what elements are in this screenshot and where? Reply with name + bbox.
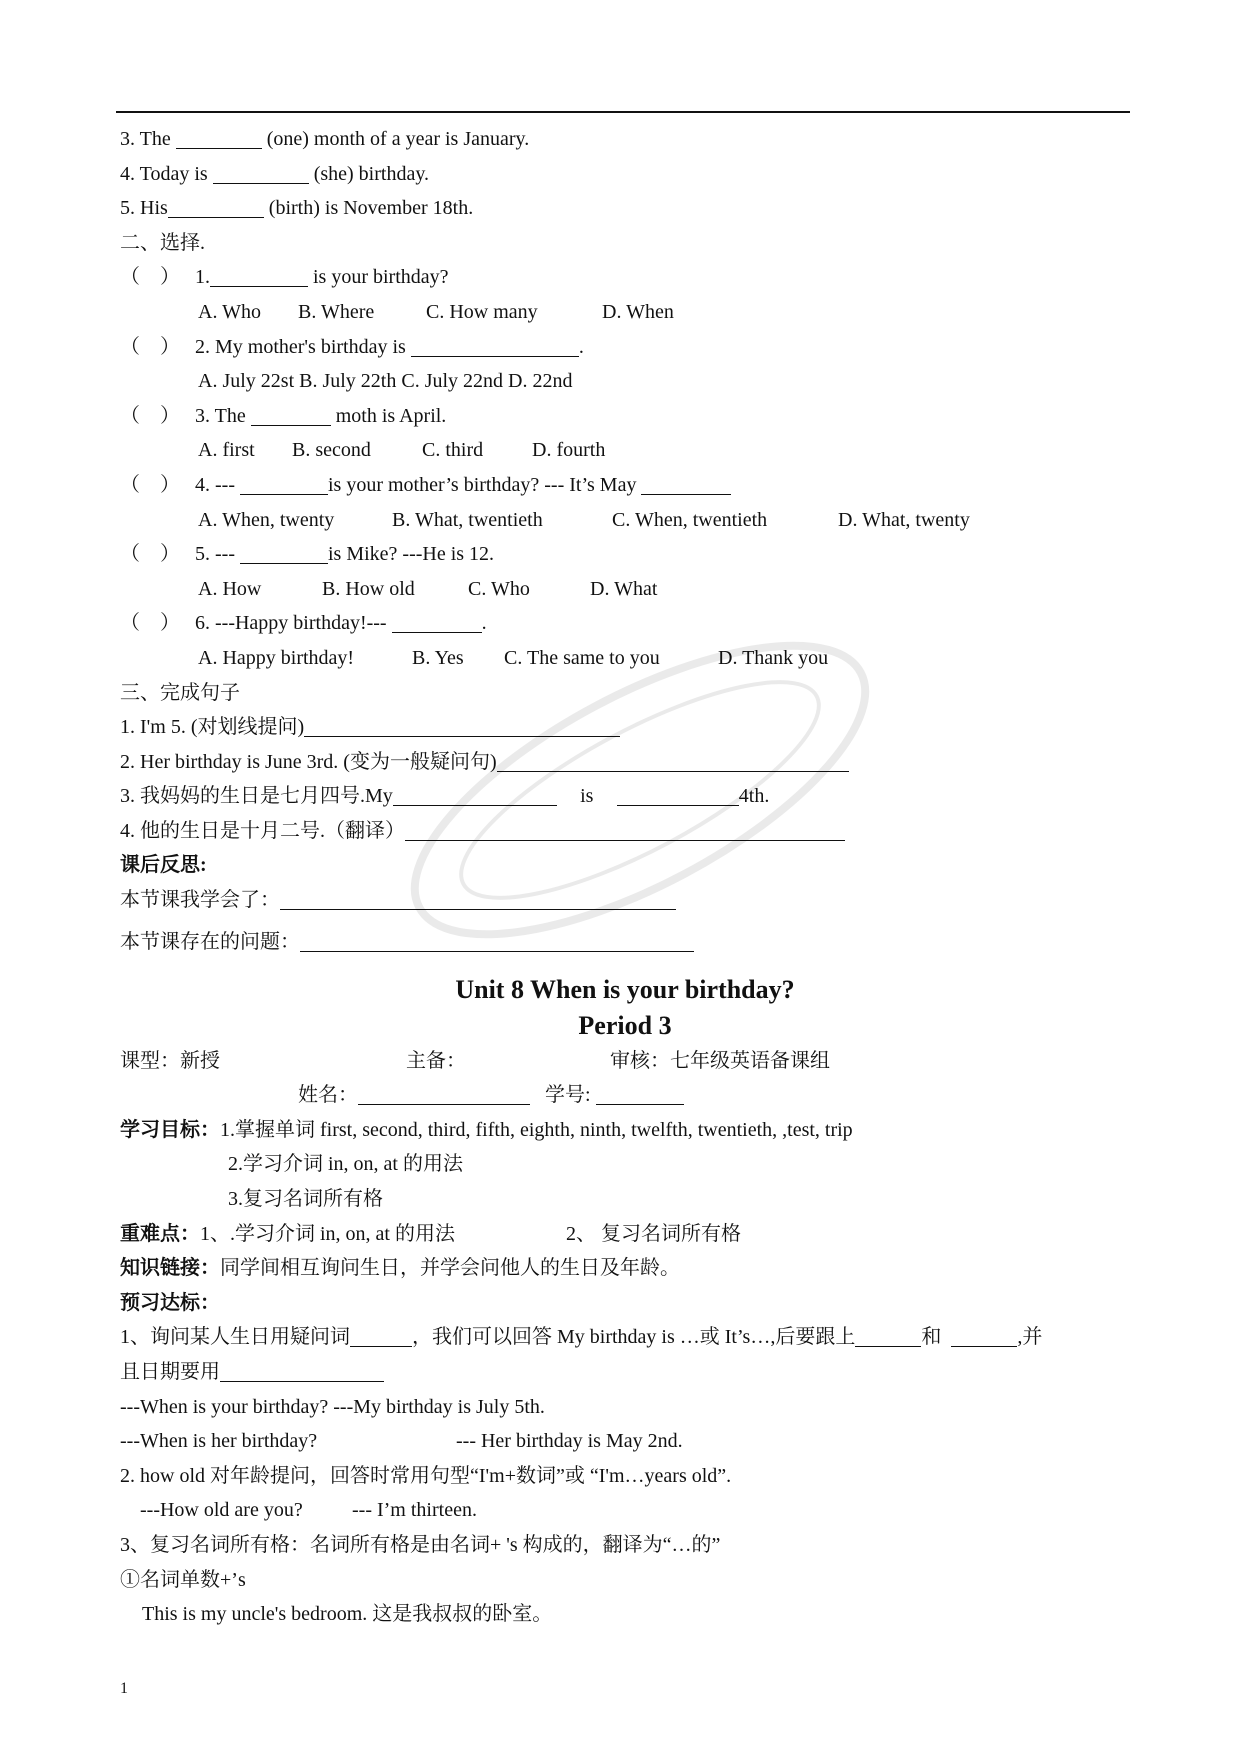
answer-paren[interactable]: （ ） [120,612,180,635]
choice-question-3: （ ） 3. The moth is April. [120,399,1130,434]
unit-title: Unit 8 When is your birthday? [455,974,795,1004]
preview-item-4: ①名词单数+’s [120,1568,246,1591]
sentence-item-1: 1. I'm 5. (对划线提问) [120,710,1130,745]
answer-blank[interactable] [210,264,308,287]
answer-blank[interactable] [240,472,328,495]
answer-blank[interactable] [855,1324,921,1347]
preview-item-1-cont: 且日期要用 [120,1355,1130,1390]
reflection-problems: 本节课存在的问题： [120,918,1130,966]
section-heading: 二、选择. [120,231,205,254]
choice-options: A. Happy birthday! B. Yes C. The same to you D. Thank you [198,646,829,669]
answer-blank[interactable] [220,1359,384,1382]
answer-blank[interactable] [213,161,309,184]
learning-goal-3: 3.复习名词所有格 [228,1188,383,1211]
student-fields: 姓名： 学号: [120,1078,1130,1113]
example-line: ---When is your birthday? ---My birthday is July 5th. [120,1395,545,1418]
answer-blank[interactable] [251,403,331,426]
answer-paren[interactable]: （ ） [120,404,180,427]
answer-blank[interactable] [176,126,262,149]
choice-question-2: （ ） 2. My mother's birthday is . [120,330,1130,365]
period-title: Period 3 [578,1010,672,1040]
answer-blank[interactable] [168,195,264,218]
learning-goal-2: 2.学习介词 in, on, at 的用法 [228,1153,463,1176]
answer-blank[interactable] [280,887,676,910]
preview-item-1: 1、询问某人生日用疑问词 ，我们可以回答 My birthday is …或 It’s…,后要跟上 和 ,并 [120,1326,1043,1349]
answer-blank[interactable] [951,1324,1017,1347]
answer-blank[interactable] [405,818,845,841]
answer-blank[interactable] [300,929,694,952]
choice-question-4: （ ） 4. --- is your mother’s birthday? --- It’s May [120,468,1130,503]
answer-paren[interactable]: （ ） [120,543,180,566]
answer-paren[interactable]: （ ） [120,473,180,496]
worksheet-content [120,122,1130,1632]
answer-blank[interactable] [392,610,482,633]
choice-options: A. first B. second C. third D. fourth [198,439,606,462]
answer-blank[interactable] [350,1324,412,1347]
answer-blank[interactable] [393,783,557,806]
page-number: 1 [120,1680,128,1697]
section-heading: 三、完成句子 [120,681,240,704]
choice-options: A. July 22st B. July 22th C. July 22nd D. 22nd [198,370,573,393]
choice-options: A. When, twenty B. What, twentieth C. When, twentieth D. What, twenty [198,508,970,531]
answer-blank[interactable] [617,783,739,806]
answer-blank[interactable] [411,334,579,357]
preview-item-2: 2. how old 对年龄提问，回答时常用句型“I'm+数词”或 “I'm…years old”. [120,1464,732,1487]
example-line: ---How old are you? --- I’m thirteen. [140,1499,477,1522]
example-line: ---When is her birthday? --- Her birthday is May 2nd. [120,1430,683,1453]
choice-question-6: （ ） 6. ---Happy birthday!--- . [120,606,1130,641]
choice-options: A. Who B. Where C. How many D. When [198,300,674,323]
reflection-learned: 本节课我学会了： [120,883,1130,918]
sentence-item-3: 3. 我妈妈的生日是七月四号.My is 4th. [120,785,770,808]
answer-blank[interactable] [240,541,328,564]
example-line: This is my uncle's bedroom. 这是我叔叔的卧室。 [142,1603,553,1626]
answer-paren[interactable]: （ ） [120,266,180,289]
learning-goal-1: 学习目标：1.掌握单词 first, second, third, fifth, eighth, ninth, twelfth, twentieth, ,test, trip [120,1118,853,1141]
knowledge-link: 知识链接：同学间相互询问生日，并学会问他人的生日及年龄。 [120,1257,680,1280]
preview-item-3: 3、复习名词所有格：名词所有格是由名词+ 's 构成的，翻译为“…的” [120,1533,721,1556]
key-points: 重难点：1、.学习介词 in, on, at 的用法 2、 复习名词所有格 [120,1222,741,1245]
header-fields: 课型：新授 主备： 审核：七年级英语备课组 [120,1049,830,1072]
fill-item-3: 3. The (one) month of a year is January. [120,128,530,150]
student-id-field[interactable] [596,1082,684,1105]
answer-blank[interactable] [304,714,620,737]
answer-paren[interactable]: （ ） [120,335,180,358]
header-rule [116,111,1130,113]
choice-question-5: （ ） 5. --- is Mike? ---He is 12. [120,537,1130,572]
answer-blank[interactable] [641,472,731,495]
choice-options: A. How B. How old C. Who D. What [198,577,658,600]
fill-item-4: 4. Today is (she) birthday. [120,162,430,185]
preview-heading: 预习达标： [120,1291,220,1314]
sentence-item-4: 4. 他的生日是十月二号.（翻译） [120,814,1130,849]
answer-blank[interactable] [497,749,849,772]
choice-question-1: （ ） 1. is your birthday? [120,260,1130,295]
sentence-item-2: 2. Her birthday is June 3rd. (变为一般疑问句) [120,745,1130,780]
reflection-heading: 课后反思: [120,854,207,877]
name-field[interactable] [358,1082,530,1105]
fill-item-5: 5. His (birth) is November 18th. [120,197,474,220]
